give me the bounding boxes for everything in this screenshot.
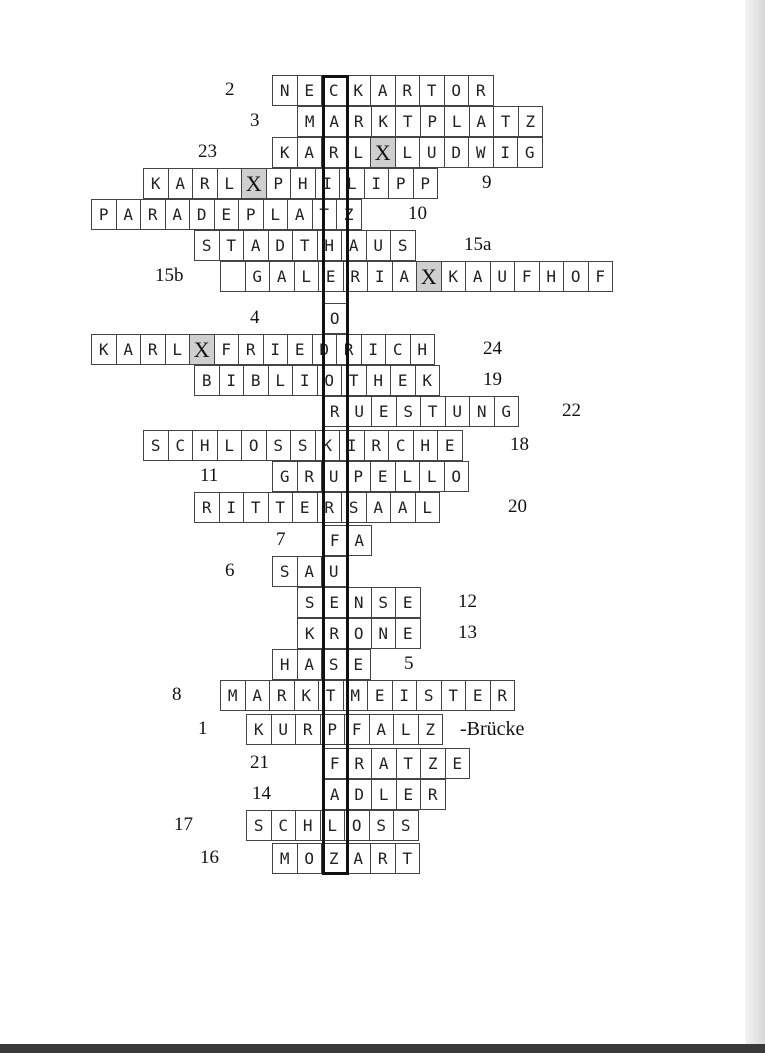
clue-number: 5 xyxy=(404,653,414,674)
crossword-cell[interactable]: S xyxy=(194,230,220,261)
crossword-cell[interactable]: P xyxy=(413,168,439,199)
crossword-cell[interactable]: O xyxy=(322,303,348,334)
crossword-cell[interactable]: G xyxy=(517,137,543,168)
crossword-cell[interactable]: T xyxy=(420,396,446,427)
crossword-row-22 xyxy=(322,396,518,427)
crossword-cell[interactable]: H xyxy=(192,430,218,461)
crossword-cell[interactable]: H xyxy=(410,334,436,365)
crossword-cell[interactable]: E xyxy=(465,680,491,711)
crossword-cell[interactable]: R xyxy=(370,843,396,874)
crossword-cell[interactable]: S xyxy=(390,230,416,261)
crossword-cell[interactable]: E xyxy=(214,199,240,230)
crossword-cell[interactable]: N xyxy=(346,587,372,618)
crossword-cell[interactable]: T xyxy=(312,199,338,230)
clue-number: 17 xyxy=(174,814,193,835)
crossword-cell[interactable]: R xyxy=(420,779,446,810)
crossword-cell[interactable]: D xyxy=(189,199,215,230)
crossword-cell[interactable]: A xyxy=(297,556,323,587)
clue-number: 8 xyxy=(172,684,182,705)
crossword-cell[interactable]: H xyxy=(413,430,439,461)
crossword-cell[interactable]: A xyxy=(168,168,194,199)
crossword-cell[interactable]: A xyxy=(465,261,491,292)
clue-number: 14 xyxy=(252,783,271,804)
crossword-cell[interactable]: E xyxy=(322,587,348,618)
crossword-cell[interactable]: U xyxy=(490,261,516,292)
crossword-cell[interactable]: H xyxy=(272,649,298,680)
crossword-cell[interactable]: R xyxy=(317,492,343,523)
crossword-row-20 xyxy=(194,492,439,523)
crossword-row-21 xyxy=(322,748,469,779)
crossword-cell[interactable]: E xyxy=(371,396,397,427)
crossword-cell[interactable]: D xyxy=(444,137,470,168)
crossword-row-6 xyxy=(272,556,346,587)
crossword-row-12 xyxy=(297,587,420,618)
crossword-cell[interactable]: R xyxy=(322,618,348,649)
crossword-cell[interactable]: A xyxy=(346,843,372,874)
crossword-cell[interactable]: A xyxy=(322,779,348,810)
crossword-cell[interactable]: K xyxy=(297,618,323,649)
crossword-cell[interactable]: A xyxy=(297,137,323,168)
crossword-cell[interactable]: I xyxy=(361,334,387,365)
crossword-row-4 xyxy=(322,303,347,334)
crossword-cell[interactable]: A xyxy=(392,261,418,292)
crossword-cell[interactable]: U xyxy=(271,714,297,745)
crossword-cell[interactable]: S xyxy=(297,587,323,618)
clue-number: 11 xyxy=(200,465,219,486)
crossword-cell[interactable]: R xyxy=(395,75,421,106)
clue-number: 20 xyxy=(508,496,527,517)
crossword-cell[interactable]: X xyxy=(189,334,215,365)
crossword-cell[interactable]: U xyxy=(445,396,471,427)
crossword-cell[interactable]: K xyxy=(272,137,298,168)
crossword-cell[interactable]: O xyxy=(297,843,323,874)
crossword-cell[interactable]: A xyxy=(369,714,395,745)
crossword-cell[interactable]: L xyxy=(165,334,191,365)
crossword-cell[interactable]: I xyxy=(493,137,519,168)
crossword-row-19 xyxy=(194,365,439,396)
crossword-cell[interactable]: R xyxy=(297,461,323,492)
crossword-cell[interactable]: L xyxy=(393,714,419,745)
crossword-cell[interactable]: P xyxy=(420,106,446,137)
crossword-cell[interactable]: F xyxy=(214,334,240,365)
crossword-cell[interactable]: L xyxy=(415,492,441,523)
crossword-cell[interactable]: A xyxy=(269,261,295,292)
crossword-cell[interactable]: B xyxy=(243,365,269,396)
crossword-cell[interactable]: R xyxy=(238,334,264,365)
crossword-cell[interactable]: O xyxy=(241,430,267,461)
crossword-cell[interactable]: T xyxy=(493,106,519,137)
clue-number: 9 xyxy=(482,172,492,193)
crossword-cell[interactable]: D xyxy=(312,334,338,365)
crossword-cell[interactable]: N xyxy=(469,396,495,427)
crossword-cell[interactable]: Z xyxy=(418,714,444,745)
crossword-cell[interactable]: A xyxy=(390,492,416,523)
crossword-cell[interactable]: A xyxy=(287,199,313,230)
crossword-cell[interactable]: L xyxy=(339,168,365,199)
clue-number: 15b xyxy=(155,265,184,286)
clue-number: 6 xyxy=(225,560,235,581)
crossword-cell[interactable]: I xyxy=(315,168,341,199)
crossword-cell[interactable]: T xyxy=(441,680,467,711)
crossword-cell[interactable]: C xyxy=(321,75,347,106)
crossword-row-14 xyxy=(322,779,445,810)
crossword-row-15b xyxy=(220,261,612,292)
crossword-row-23 xyxy=(272,137,542,168)
clue-number: 18 xyxy=(510,434,529,455)
crossword-cell[interactable]: K xyxy=(315,430,341,461)
crossword-cell[interactable]: T xyxy=(395,843,421,874)
crossword-cell[interactable]: R xyxy=(192,168,218,199)
clue-number: 7 xyxy=(276,529,286,550)
crossword-cell[interactable]: E xyxy=(318,261,344,292)
crossword-cell[interactable]: C xyxy=(271,810,297,841)
crossword-cell[interactable]: O xyxy=(317,365,343,396)
crossword-cell[interactable]: U xyxy=(321,461,347,492)
crossword-row-16 xyxy=(272,843,419,874)
crossword-cell[interactable]: P xyxy=(266,168,292,199)
crossword-cell[interactable]: G xyxy=(494,396,520,427)
clue-number: 2 xyxy=(225,79,235,100)
crossword-row-1 xyxy=(246,714,442,745)
crossword-cell[interactable]: A xyxy=(469,106,495,137)
crossword-cell[interactable]: A xyxy=(297,649,323,680)
crossword-cell[interactable]: L xyxy=(320,810,346,841)
clue-number: 4 xyxy=(250,307,260,328)
crossword-cell[interactable]: L xyxy=(346,137,372,168)
crossword-cell[interactable]: Z xyxy=(336,199,362,230)
crossword-cell[interactable]: S xyxy=(341,492,367,523)
crossword-cell[interactable]: S xyxy=(369,810,395,841)
crossword-cell[interactable]: I xyxy=(364,168,390,199)
crossword-row-3 xyxy=(297,106,542,137)
crossword-cell[interactable]: K xyxy=(143,168,169,199)
crossword-cell[interactable]: L xyxy=(395,461,421,492)
crossword-row-10 xyxy=(91,199,361,230)
crossword-row-7 xyxy=(322,525,371,556)
crossword-cell[interactable]: X xyxy=(416,261,442,292)
crossword-cell[interactable]: F xyxy=(588,261,614,292)
crossword-cell[interactable]: U xyxy=(366,230,392,261)
crossword-cell[interactable]: T xyxy=(395,106,421,137)
crossword-cell[interactable]: A xyxy=(116,334,142,365)
crossword-cell[interactable]: Z xyxy=(518,106,544,137)
crossword-cell[interactable]: N xyxy=(371,618,397,649)
crossword-cell[interactable]: K xyxy=(415,365,441,396)
crossword-cell[interactable]: M xyxy=(272,843,298,874)
crossword-cell[interactable]: C xyxy=(168,430,194,461)
crossword-row-13 xyxy=(297,618,420,649)
crossword-cell[interactable]: R xyxy=(269,680,295,711)
crossword-cell[interactable]: E xyxy=(367,680,393,711)
crossword-cell[interactable]: E xyxy=(370,461,396,492)
crossword-cell[interactable]: A xyxy=(165,199,191,230)
crossword-cell[interactable]: R xyxy=(194,492,220,523)
crossword-cell[interactable]: K xyxy=(91,334,117,365)
clue-number: 24 xyxy=(483,338,502,359)
crossword-cell[interactable]: X xyxy=(370,137,396,168)
crossword-cell[interactable]: S xyxy=(290,430,316,461)
crossword-cell[interactable]: M xyxy=(297,106,323,137)
crossword-cell[interactable]: F xyxy=(322,748,348,779)
crossword-cell[interactable]: S xyxy=(396,396,422,427)
crossword-cell[interactable]: L xyxy=(294,261,320,292)
crossword-cell[interactable]: U xyxy=(419,137,445,168)
crossword-cell[interactable]: P xyxy=(238,199,264,230)
crossword-cell[interactable]: L xyxy=(268,365,294,396)
crossword-cell[interactable]: K xyxy=(246,714,272,745)
crossword-cell[interactable]: T xyxy=(243,492,269,523)
crossword-cell[interactable]: H xyxy=(317,230,343,261)
clue-number: 19 xyxy=(483,369,502,390)
crossword-cell[interactable]: F xyxy=(514,261,540,292)
crossword-cell[interactable]: A xyxy=(322,106,348,137)
crossword-cell[interactable]: R xyxy=(140,334,166,365)
crossword-cell[interactable]: F xyxy=(344,714,370,745)
crossword-cell[interactable]: P xyxy=(388,168,414,199)
crossword-cell[interactable] xyxy=(220,261,246,292)
crossword-cell[interactable]: L xyxy=(263,199,289,230)
crossword-cell[interactable]: W xyxy=(468,137,494,168)
crossword-cell[interactable]: C xyxy=(388,430,414,461)
clue-number: 22 xyxy=(562,400,581,421)
clue-number: 12 xyxy=(458,591,477,612)
crossword-cell[interactable]: F xyxy=(322,525,348,556)
crossword-cell[interactable]: R xyxy=(343,261,369,292)
clue-number: 23 xyxy=(198,141,217,162)
crossword-cell[interactable]: H xyxy=(295,810,321,841)
crossword-cell[interactable]: A xyxy=(371,748,397,779)
crossword-cell[interactable]: T xyxy=(419,75,445,106)
crossword-cell[interactable]: P xyxy=(346,461,372,492)
crossword-cell[interactable]: L xyxy=(217,168,243,199)
crossword-cell[interactable]: I xyxy=(219,492,245,523)
clue-number: 16 xyxy=(200,847,219,868)
crossword-cell[interactable]: R xyxy=(490,680,516,711)
crossword-cell[interactable]: T xyxy=(268,492,294,523)
crossword-cell[interactable]: A xyxy=(245,680,271,711)
crossword-cell[interactable]: T xyxy=(292,230,318,261)
crossword-cell[interactable]: O xyxy=(344,810,370,841)
crossword-cell[interactable]: T xyxy=(219,230,245,261)
clue-number: 15a xyxy=(464,234,492,255)
crossword-row-17 xyxy=(246,810,418,841)
crossword-cell[interactable]: E xyxy=(395,618,421,649)
crossword-cell[interactable]: G xyxy=(272,461,298,492)
crossword-cell[interactable]: O xyxy=(346,618,372,649)
crossword-cell[interactable]: E xyxy=(396,779,422,810)
crossword-cell[interactable]: A xyxy=(347,525,373,556)
crossword-cell[interactable]: E xyxy=(297,75,323,106)
crossword-cell[interactable]: A xyxy=(366,492,392,523)
crossword-cell[interactable]: S xyxy=(143,430,169,461)
crossword-cell[interactable]: P xyxy=(91,199,117,230)
crossword-cell[interactable]: L xyxy=(217,430,243,461)
crossword-cell[interactable]: R xyxy=(322,396,348,427)
crossword-cell[interactable]: H xyxy=(366,365,392,396)
crossword-cell[interactable]: N xyxy=(272,75,298,106)
clue-number: 3 xyxy=(250,110,260,131)
crossword-cell[interactable]: P xyxy=(320,714,346,745)
crossword-row-5 xyxy=(272,649,370,680)
crossword-cell[interactable]: I xyxy=(392,680,418,711)
crossword-cell[interactable]: R xyxy=(468,75,494,106)
crossword-row-8 xyxy=(220,680,514,711)
crossword-cell[interactable]: B xyxy=(194,365,220,396)
crossword-cell[interactable]: S xyxy=(416,680,442,711)
crossword-cell[interactable]: I xyxy=(263,334,289,365)
crossword-cell[interactable]: A xyxy=(116,199,142,230)
crossword-row-15a xyxy=(194,230,415,261)
crossword-cell[interactable]: M xyxy=(220,680,246,711)
crossword-cell[interactable]: S xyxy=(246,810,272,841)
crossword-cell[interactable]: E xyxy=(437,430,463,461)
crossword-cell[interactable]: I xyxy=(339,430,365,461)
crossword-cell[interactable]: M xyxy=(343,680,369,711)
crossword-cell[interactable]: S xyxy=(393,810,419,841)
crossword-cell[interactable]: R xyxy=(295,714,321,745)
crossword-cell[interactable]: O xyxy=(563,261,589,292)
clue-number: 21 xyxy=(250,752,269,773)
crossword-cell[interactable]: I xyxy=(292,365,318,396)
crossword-cell[interactable]: C xyxy=(385,334,411,365)
crossword-cell[interactable]: R xyxy=(347,748,373,779)
crossword-cell[interactable]: K xyxy=(441,261,467,292)
crossword-cell[interactable]: R xyxy=(364,430,390,461)
crossword-row-18 xyxy=(143,430,462,461)
crossword-cell[interactable]: D xyxy=(347,779,373,810)
crossword-cell[interactable]: A xyxy=(370,75,396,106)
crossword-cell[interactable]: R xyxy=(321,137,347,168)
crossword-cell[interactable]: U xyxy=(347,396,373,427)
crossword-cell[interactable]: R xyxy=(140,199,166,230)
crossword-cell[interactable]: T xyxy=(396,748,422,779)
crossword-cell[interactable]: E xyxy=(390,365,416,396)
crossword-cell[interactable]: I xyxy=(367,261,393,292)
clue-number: 1 xyxy=(198,718,208,739)
crossword-cell[interactable]: K xyxy=(346,75,372,106)
crossword-cell[interactable]: A xyxy=(243,230,269,261)
crossword-row-11 xyxy=(272,461,468,492)
crossword-cell[interactable]: E xyxy=(445,748,471,779)
crossword-cell[interactable]: G xyxy=(245,261,271,292)
crossword-cell[interactable]: A xyxy=(341,230,367,261)
crossword-cell[interactable]: S xyxy=(266,430,292,461)
crossword-cell[interactable]: E xyxy=(346,649,372,680)
crossword-cell[interactable]: K xyxy=(294,680,320,711)
crossword-cell[interactable]: S xyxy=(272,556,298,587)
crossword-cell[interactable]: R xyxy=(336,334,362,365)
crossword-row-24 xyxy=(91,334,434,365)
crossword-cell[interactable]: L xyxy=(371,779,397,810)
crossword-cell[interactable]: U xyxy=(321,556,347,587)
crossword-cell[interactable]: H xyxy=(290,168,316,199)
crossword-cell[interactable]: R xyxy=(346,106,372,137)
crossword-cell[interactable]: S xyxy=(371,587,397,618)
crossword-cell[interactable]: X xyxy=(241,168,267,199)
crossword-cell[interactable]: D xyxy=(268,230,294,261)
crossword-cell[interactable]: E xyxy=(292,492,318,523)
crossword-cell[interactable]: S xyxy=(321,649,347,680)
crossword-cell[interactable]: L xyxy=(419,461,445,492)
crossword-cell[interactable]: K xyxy=(371,106,397,137)
crossword-row-9 xyxy=(143,168,437,199)
clue-number: 13 xyxy=(458,622,477,643)
crossword-cell[interactable]: Z xyxy=(420,748,446,779)
crossword-cell[interactable]: H xyxy=(539,261,565,292)
crossword-cell[interactable]: O xyxy=(444,461,470,492)
clue-number: 10 xyxy=(408,203,427,224)
crossword-cell[interactable]: I xyxy=(219,365,245,396)
crossword-cell[interactable]: L xyxy=(395,137,421,168)
crossword-cell[interactable]: E xyxy=(395,587,421,618)
crossword-cell[interactable]: Z xyxy=(321,843,347,874)
crossword-cell[interactable]: O xyxy=(444,75,470,106)
crossword-cell[interactable]: E xyxy=(287,334,313,365)
crossword-cell[interactable]: T xyxy=(341,365,367,396)
crossword-cell[interactable]: T xyxy=(318,680,344,711)
bruecke-suffix: -Brücke xyxy=(460,718,525,740)
crossword-row-2 xyxy=(272,75,493,106)
crossword-cell[interactable]: L xyxy=(444,106,470,137)
